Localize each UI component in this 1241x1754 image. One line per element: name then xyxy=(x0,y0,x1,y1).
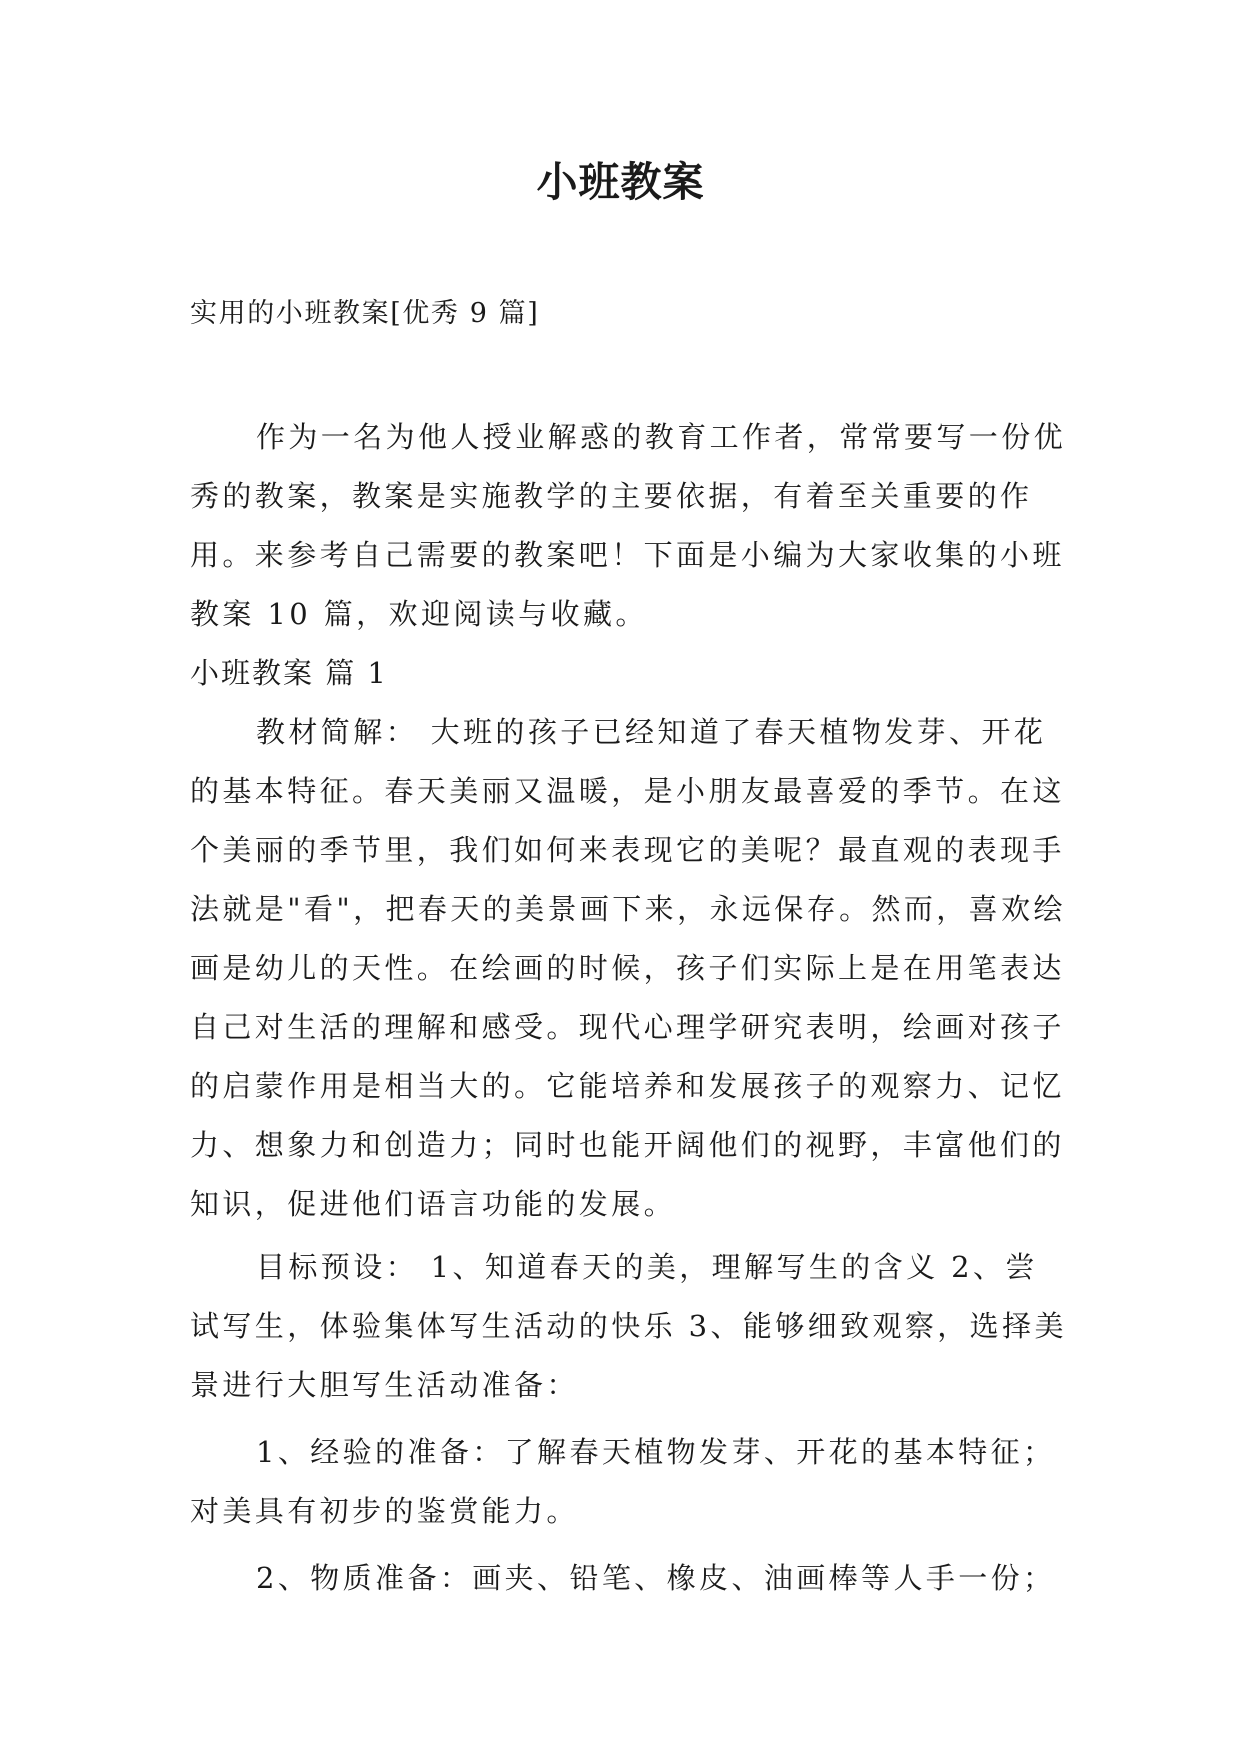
document-subtitle: 实用的小班教案[优秀 9 篇] xyxy=(190,298,540,329)
paragraph-material-analysis: 教材简解： 大班的孩子已经知道了春天植物发芽、开花的基本特征。春天美丽又温暖，是小朋友最喜爱的季节。在这个美丽的季节里，我们如何来表现它的美呢？最直观的表现手法就是"看"，把春天的美景画下来，永远保存。然而，喜欢绘画是幼儿的天性。在绘画的时候，孩子们实际上是在用笔表达自己对生活的理解和感受。现代心理学研究表明，绘画对孩子的启蒙作用是相当大的。它能培养和发展孩子的观察力、记忆力、想象力和创造力；同时也能开阔他们的视野，丰富他们的知识，促进他们语言功能的发展。 xyxy=(190,715,1066,1221)
intro-paragraph: 作为一名为他人授业解惑的教育工作者，常常要写一份优秀的教案，教案是实施教学的主要依据，有着至关重要的作用。来参考自己需要的教案吧！下面是小编为大家收集的小班教案 10 篇，欢迎阅读与收藏。 xyxy=(190,420,1067,631)
document-title: 小班教案 xyxy=(536,158,705,206)
paragraph-experience-prep: 1、经验的准备：了解春天植物发芽、开花的基本特征；对美具有初步的鉴赏能力。 xyxy=(190,1435,1056,1528)
paragraph-material-prep: 2、物质准备：画夹、铅笔、橡皮、油画棒等人手一份； xyxy=(256,1561,1056,1595)
section-heading: 小班教案 篇 1 xyxy=(190,656,388,690)
paragraph-goals: 目标预设： 1、知道春天的美，理解写生的含义 2、尝试写生，体验集体写生活动的快乐 3、能够细致观察，选择美景进行大胆写生活动准备： xyxy=(190,1250,1067,1402)
document-body xyxy=(190,408,1070,1608)
